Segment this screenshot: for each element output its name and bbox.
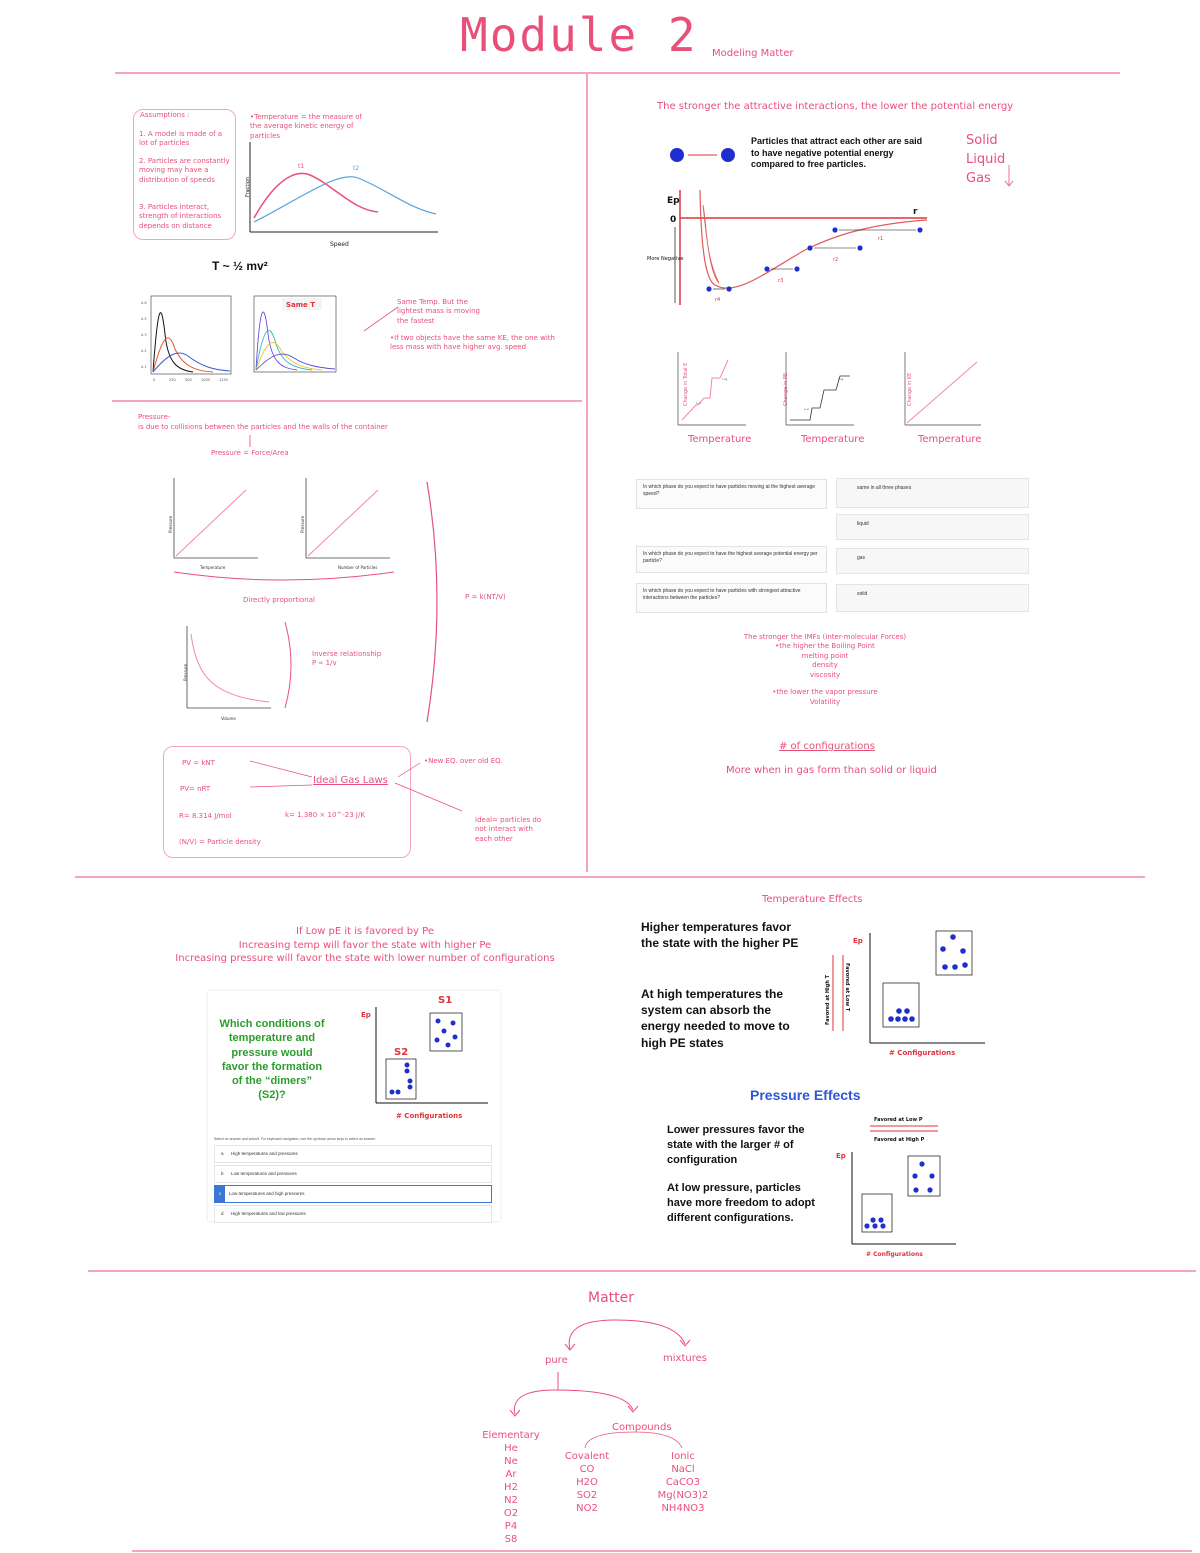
svg-text:Temperature: Temperature — [200, 565, 226, 570]
pressure-effects-text-2: At low pressure, particles have more freedom to adopt different configurations. — [667, 1182, 815, 1224]
pressure-effects-diagram — [830, 1112, 960, 1262]
total-energy-graph — [668, 350, 748, 430]
ionic-column: Ionic NaCl CaCO3 Mg(NO3)2 NH4NO3 — [657, 1451, 709, 1514]
svg-text:More Negative: More Negative — [647, 256, 684, 262]
speed-xlabel: Speed — [330, 241, 349, 248]
svg-text:500: 500 — [185, 378, 192, 382]
page-title: Module 2 — [460, 8, 698, 62]
svg-text:s→l: s→l — [696, 401, 701, 405]
svg-text:0.5: 0.5 — [141, 317, 147, 321]
total-energy-xlabel: Temperature — [688, 434, 752, 445]
page-subtitle: Modeling Matter — [712, 48, 794, 59]
phase-gas: Gas — [966, 171, 991, 186]
match-question-3: In which phase do you expect to have particles with strongest attractive interactions between the particles? — [636, 583, 827, 613]
pressure-equation: P = k(NT/V) — [465, 593, 506, 601]
directly-proportional-label: Directly proportional — [243, 596, 315, 604]
svg-text:Volume: Volume — [221, 716, 236, 721]
svg-text:Ep: Ep — [853, 937, 863, 945]
same-ke-note: •If two objects have the same KE, the one with less mass with have higher avg. speed — [390, 334, 555, 352]
dimer-question-card — [208, 991, 500, 1221]
maxwell-plot-right — [242, 294, 340, 384]
temp-effects-text-1: Higher temperatures favor the state with the higher PE — [641, 920, 799, 951]
svg-text:Favored at Low P: Favored at Low P — [874, 1117, 923, 1123]
pressure-formula: Pressure = Force/Area — [211, 449, 289, 457]
phase-arrow — [1003, 165, 1017, 190]
particle-density: (N/V) = Particle density — [179, 838, 261, 846]
speed-ylabel: Fraction — [245, 177, 251, 197]
svg-text:r2: r2 — [833, 257, 839, 263]
match-answer-same[interactable]: same in all three phases — [836, 478, 1029, 508]
pressure-vs-temperature-graph — [162, 476, 262, 571]
speed-distribution-graph — [238, 140, 443, 250]
pressure-heading: Pressure- — [138, 413, 171, 421]
dimer-diagram — [358, 993, 493, 1128]
svg-text:0: 0 — [670, 215, 677, 225]
svg-text:r1: r1 — [878, 236, 884, 242]
r-constant: R= 8.314 J/mol — [179, 812, 232, 820]
match-answer-solid[interactable]: solid — [836, 584, 1029, 612]
ideal-eq-nRT: PV= nRT — [180, 785, 211, 793]
matter-pure: pure — [545, 1355, 568, 1366]
phase-solid: Solid — [966, 133, 998, 148]
directly-brace — [172, 570, 397, 584]
divider-lower — [88, 1270, 1196, 1272]
potential-energy-curve — [645, 185, 935, 310]
svg-text:# Configurations: # Configurations — [866, 1251, 923, 1258]
pressure-vs-volume-graph — [175, 624, 275, 724]
svg-text:Favored at Low T: Favored at Low T — [844, 963, 850, 1012]
same-t-label: Same T — [286, 301, 316, 309]
svg-text:Ep: Ep — [667, 196, 680, 206]
t1-label: t1 — [298, 163, 305, 170]
inverse-equation: P ∝ 1/v — [312, 659, 337, 667]
temp-effects-text-2: At high temperatures the system can absorb the energy needed to move to high PE states — [641, 987, 790, 1050]
svg-text:250: 250 — [169, 378, 176, 382]
svg-text:r: r — [913, 207, 918, 217]
kinetic-energy-graph — [893, 350, 983, 430]
configurations-note: More when in gas form than solid or liquid — [726, 765, 937, 776]
svg-text:s→l: s→l — [804, 407, 809, 411]
match-question-2: In which phase do you expect to have the highest average potential energy per particle? — [636, 546, 827, 573]
svg-text:Favored at High P: Favored at High P — [874, 1137, 925, 1143]
phase-liquid: Liquid — [966, 152, 1006, 167]
inverse-brace — [283, 620, 297, 710]
svg-text:Pressure: Pressure — [168, 515, 173, 533]
matter-root: Matter — [588, 1290, 635, 1306]
potential-energy-graph — [776, 350, 856, 430]
pressure-vs-particles-graph — [294, 476, 394, 571]
svg-text:Pressure: Pressure — [183, 663, 188, 681]
svg-text:# Configurations: # Configurations — [396, 1112, 463, 1120]
assumption-item-2: 2. Particles are constantly moving may have a distribution of speeds — [139, 157, 230, 184]
same-temp-note: Same Temp. But the lightest mass is moving the fastest — [397, 298, 480, 325]
covalent-column: Covalent CO H2O SO2 NO2 — [564, 1451, 610, 1514]
t2-label: t2 — [353, 165, 360, 172]
elementary-column: Elementary He Ne Ar H2 N2 O2 P4 S8 — [482, 1430, 540, 1545]
svg-text:l→g: l→g — [722, 377, 728, 381]
svg-text:0.3: 0.3 — [141, 333, 147, 337]
pressure-definition: is due to collisions between the particles and the walls of the container — [138, 423, 388, 431]
assumptions-heading: Assumptions : — [140, 111, 190, 119]
svg-text:# Configurations: # Configurations — [889, 1049, 956, 1057]
ideal-note: Ideal= particles do not interact with each other — [475, 816, 542, 843]
svg-text:Number of Particles: Number of Particles — [338, 565, 378, 570]
inverse-label: Inverse relationship — [312, 650, 382, 658]
svg-text:S1: S1 — [438, 995, 453, 1006]
svg-text:0.2: 0.2 — [141, 349, 147, 353]
svg-text:Ep: Ep — [836, 1152, 846, 1160]
ke-formula: T ~ ½ mv² — [212, 259, 268, 273]
right-brace — [425, 480, 445, 725]
svg-text:S2: S2 — [394, 1047, 409, 1058]
potential-energy-xlabel: Temperature — [801, 434, 865, 445]
svg-text:Ep: Ep — [361, 1011, 371, 1019]
temperature-effects-heading: Temperature Effects — [762, 894, 863, 905]
dimer-options — [214, 1145, 494, 1219]
svg-text:r4: r4 — [715, 297, 721, 303]
k-constant: k= 1.380 × 10^-23 J/K — [285, 811, 365, 819]
svg-text:Change in Total E: Change in Total E — [683, 362, 689, 406]
match-question-1: In which phase do you expect to have particles moving at the highest average speed? — [636, 479, 827, 509]
match-answer-liquid[interactable]: liquid — [836, 514, 1029, 540]
svg-text:r3: r3 — [778, 278, 784, 284]
pressure-arrow — [245, 435, 255, 449]
dimer-question-text: Which conditions of temperature and pressure would favor the formation of the “dimers” (S2)? — [219, 1018, 325, 1102]
svg-text:1250: 1250 — [219, 378, 228, 382]
svg-text:Favored at High T: Favored at High T — [825, 974, 831, 1025]
assumption-item-3: 3. Particles interact, strength of interactions depends on distance — [139, 203, 222, 230]
match-answer-gas[interactable]: gas — [836, 548, 1029, 574]
temperature-note: •Temperature = the measure of the average kinetic energy of particles — [250, 113, 362, 140]
dimer-option-c[interactable]: c Low temperatures and high pressures — [214, 1185, 492, 1203]
matter-compounds: Compounds — [612, 1422, 672, 1433]
arrow-to-same-t — [360, 305, 400, 335]
matter-mixtures: mixtures — [663, 1353, 707, 1364]
kinetic-energy-xlabel: Temperature — [918, 434, 982, 445]
assumption-item-1: 1. A model is made of a lot of particles — [139, 130, 223, 148]
ideal-gas-laws-title: Ideal Gas Laws — [313, 775, 388, 786]
divider-left-mid — [112, 400, 582, 402]
ideal-gas-arrows — [220, 755, 470, 815]
imf-notes: The stronger the IMFs (Inter-molecular Forces) •the higher the Boiling Point melting point density viscosity •the lower the vapor pressure Volatility — [743, 633, 907, 706]
dimer-option-a[interactable]: a High temperatures and pressures — [214, 1145, 492, 1163]
potential-heading: The stronger the attractive interactions, the lower the potential energy — [657, 101, 1014, 112]
svg-text:0.6: 0.6 — [141, 301, 147, 305]
divider-vertical-top — [586, 74, 588, 872]
svg-text:Change in PE: Change in PE — [783, 372, 789, 406]
svg-text:Pressure: Pressure — [300, 515, 305, 533]
svg-text:1000: 1000 — [201, 378, 210, 382]
temperature-effects-diagram — [815, 925, 990, 1065]
dimer-instructions: Select an answer and submit. For keyboard navigation, use the up/down arrow keys to select an answer. — [214, 1137, 376, 1141]
configurations-heading: # of configurations — [779, 741, 875, 752]
potential-caption: Particles that attract each other are said to have negative potential energy compared to free particles. — [751, 136, 923, 170]
attracting-particles-icon — [668, 145, 738, 165]
new-eq-note: •New EQ. over old EQ. — [424, 757, 503, 765]
pressure-effects-heading: Pressure Effects — [750, 1087, 861, 1103]
divider-bottom — [132, 1550, 1192, 1552]
ideal-eq-kNT: PV = kNT — [182, 759, 215, 767]
svg-text:0.1: 0.1 — [141, 365, 147, 369]
pressure-effects-text-1: Lower pressures favor the state with the larger # of configuration — [667, 1124, 805, 1166]
svg-text:0: 0 — [153, 378, 156, 382]
divider-middle — [75, 876, 1145, 878]
dimer-option-d[interactable]: d High temperatures and low pressures — [214, 1205, 492, 1223]
favor-notes: If Low pE it is favored by Pe Increasing temp will favor the state with higher Pe Increasing pressure will favor the state with lower number of configurations — [175, 926, 555, 964]
maxwell-plot-left — [133, 294, 236, 389]
dimer-option-b[interactable]: b Low temperatures and pressures — [214, 1165, 492, 1183]
divider-top — [115, 72, 1120, 74]
svg-text:l→g: l→g — [838, 377, 844, 381]
svg-text:Change in KE: Change in KE — [907, 372, 913, 406]
